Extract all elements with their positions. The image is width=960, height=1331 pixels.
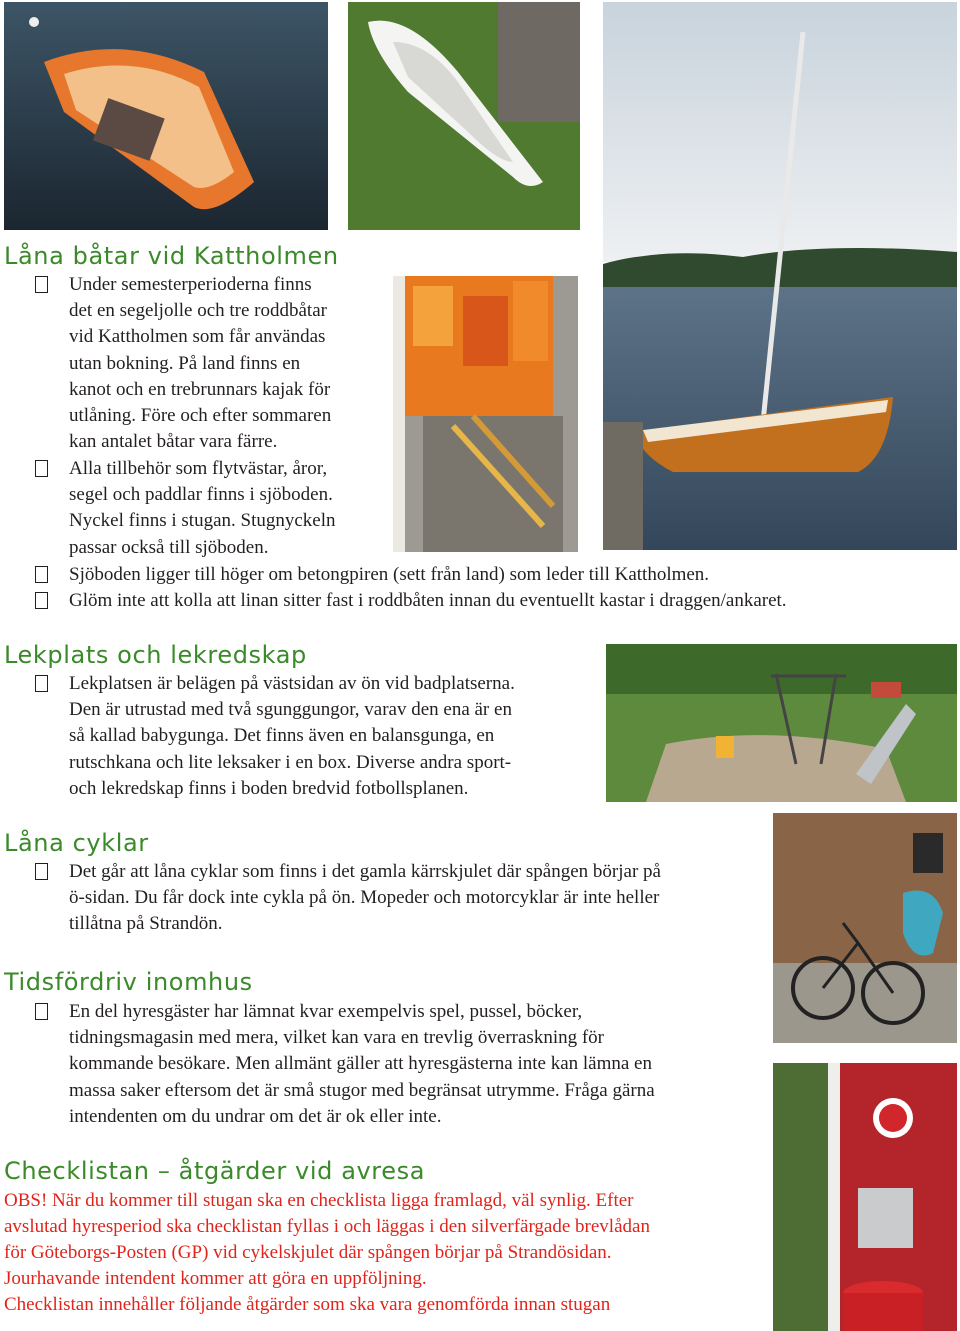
bicycle-shed-photo [773,813,957,1043]
bullet-box-icon [35,566,48,583]
bikes-line: tillåtna på Strandön. [69,913,223,935]
checklist-line: Jourhavande intendent kommer att göra en uppföljning. [4,1268,427,1289]
bikes-line: ö-sidan. Du får dock inte cykla på ön. Mopeder och motorcyklar är inte heller [69,887,660,909]
bullet-box-icon [35,460,48,477]
boathouse-lifejackets-photo [393,276,578,552]
boats-bullet-1-line: kan antalet båtar vara färre. [69,431,278,453]
playground-line: Lekplatsen är belägen på västsidan av ön vid badplatserna. [69,673,515,694]
checklist-line: avslutad hyresperiod ska checklistan fyllas i och läggas i den silverfärgade brevlådan [4,1216,650,1237]
boats-bullet-3-text: Sjöboden ligger till höger om betongpiren (sett från land) som leder till Kattholmen. [69,564,710,585]
bullet-box-icon [35,1003,48,1020]
boats-heading: Låna båtar vid Kattholmen [4,242,339,270]
bullet-box-icon [35,592,48,609]
boats-bullet-1-line: vid Kattholmen som får användas [69,326,326,348]
bullet-box-icon [35,863,48,880]
boats-bullet-4-text: Glöm inte att kolla att linan sitter fast i roddbåten innan du eventuellt kastar i draggen/ankaret. [69,590,787,611]
indoor-line: En del hyresgäster har lämnat kvar exempelvis spel, pussel, böcker, [69,1001,583,1022]
checklist-line: Checklistan innehåller följande åtgärder som ska vara genomförda innan stugan [4,1294,611,1315]
indoor-heading: Tidsfördriv inomhus [4,968,253,996]
sailboat-photo [603,2,957,550]
indoor-line: tidningsmagasin med mera, vilket kan vara en trevlig överraskning för [69,1027,605,1049]
canoe-photo [348,2,580,230]
boats-bullet-1-line: kanot och en trebrunnars kajak för [69,378,331,400]
playground-line: Den är utrustad med två sgunggungor, varav den ena är en [69,699,512,721]
bikes-line: Det går att låna cyklar som finns i det gamla kärrskjulet där spången börjar på [69,861,661,882]
playground-heading: Lekplats och lekredskap [4,641,307,669]
checklist-line: OBS! När du kommer till stugan ska en checklista ligga framlagd, väl synlig. Efter [4,1190,634,1211]
boats-bullet-1-line: det en segeljolle och tre roddbåtar [69,300,327,322]
boats-bullet-2-line: segel och paddlar finns i sjöboden. [69,484,333,506]
indoor-line: kommande besökare. Men allmänt gäller att hyresgästerna inte kan lämna en [69,1053,652,1075]
playground-line: och lekredskap finns i boden bredvid fotbollsplanen. [69,777,469,799]
checklist-heading: Checklistan – åtgärder vid avresa [4,1157,426,1185]
bullet-box-icon [35,675,48,692]
red-mailbox-photo [773,1063,957,1331]
bikes-heading: Låna cyklar [4,829,149,857]
playground-line: så kallad babygunga. Det finns även en balansgunga, en [69,725,495,747]
bullet-box-icon [35,276,48,293]
playground-line: rutschkana och lite leksaker i en box. Diverse andra sport- [69,751,512,773]
boats-bullet-1-line: utan bokning. På land finns en [69,352,301,374]
boats-bullet-1-line: utlåning. Före och efter sommaren [69,405,332,427]
checklist-line: för Göteborgs-Posten (GP) vid cykelskjulet där spången börjar på Strandösidan. [4,1242,612,1263]
boats-bullet-2-line: passar också till sjöboden. [69,536,269,558]
indoor-line: intendenten om du undrar om det är ok eller inte. [69,1105,442,1127]
rowboat-photo [4,2,328,230]
indoor-line: massa saker eftersom det är små stugor med begränsat utrymme. Fråga gärna [69,1079,655,1101]
boats-bullet-1-line: Under semesterperioderna finns [69,274,312,295]
boats-bullet-2-line: Alla tillbehör som flytvästar, åror, [69,458,328,479]
boats-bullet-2-line: Nyckel finns i stugan. Stugnyckeln [69,510,336,532]
playground-photo [606,644,957,802]
